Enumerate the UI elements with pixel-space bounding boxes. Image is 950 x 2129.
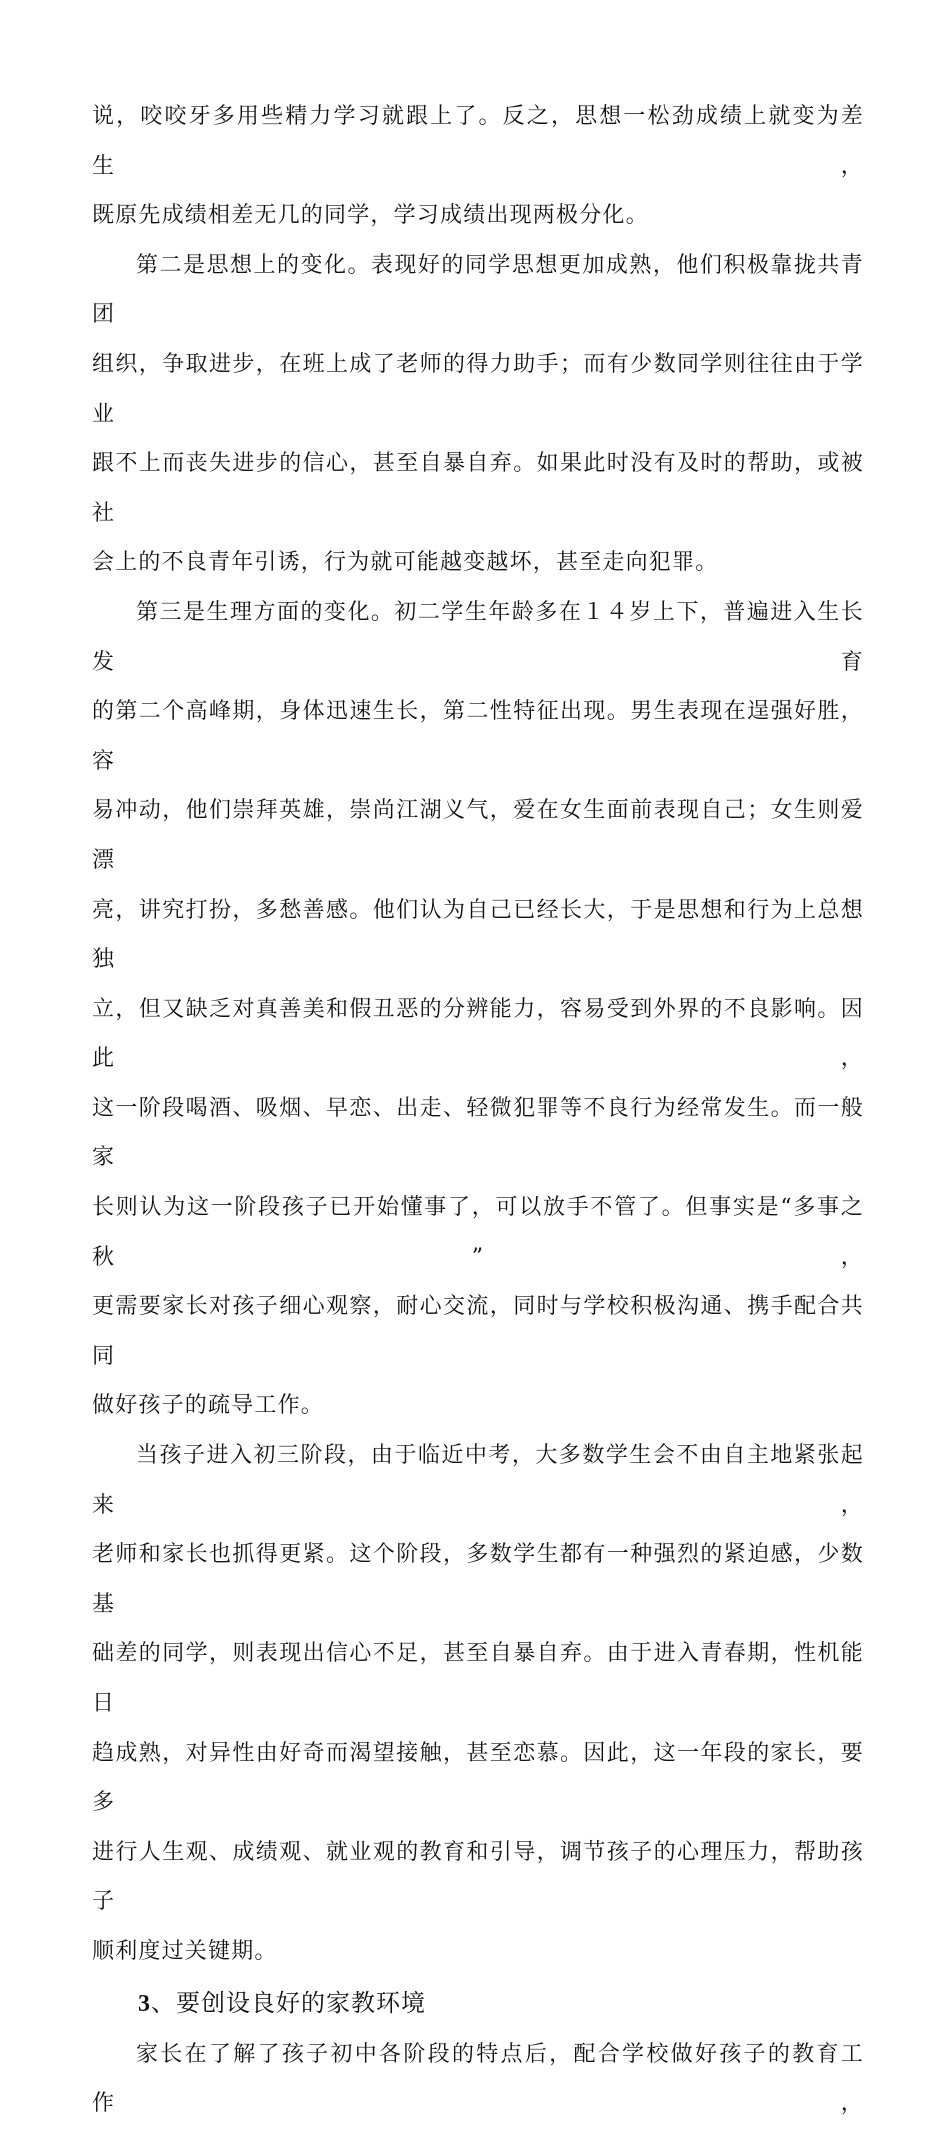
paragraph-continuation (92, 92, 864, 241)
paragraph-final (92, 2030, 864, 2129)
text-line: 第三是生理方面的变化。初二学生年龄多在１４岁上下，普遍进入生长发育 (92, 599, 864, 675)
text-line: 当孩子进入初三阶段，由于临近中考，大多数学生会不由自主地紧张起来， (92, 1443, 864, 1518)
section-title: 、要创设良好的家教环境 (151, 1988, 426, 2017)
text-line: 立，但又缺乏对真善美和假丑恶的分辨能力，容易受到外界的不良影响。因此， (92, 996, 864, 1072)
text-line: 更需要家长对孩子细心观察，耐心交流，同时与学校积极沟通、携手配合共同 (92, 1294, 864, 1369)
document-page (92, 92, 864, 2129)
text-line: 趋成熟，对异性由好奇而渴望接触，甚至恋慕。因此，这一年段的家长，要多 (92, 1740, 864, 1816)
text-line: 组织，争取进步，在班上成了老师的得力助手；而有少数同学则往往由于学业 (92, 351, 864, 427)
text-line: 既原先成绩相差无几的同学，学习成绩出现两极分化。 (92, 203, 649, 229)
text-line: 家长在了解了孩子初中各阶段的特点后，配合学校做好孩子的教育工作， (92, 2041, 864, 2117)
paragraph-grade-three (92, 1431, 864, 1977)
text-line: 进行人生观、成绩观、就业观的教育和引导，调节孩子的心理压力，帮助孩子 (92, 1839, 864, 1915)
text-line: 会上的不良青年引诱，行为就可能越变越坏，甚至走向犯罪。 (92, 550, 719, 576)
text-line: 亮，讲究打扮，多愁善感。他们认为自己已经长大，于是思想和行为上总想独 (92, 897, 864, 973)
text-line: 的第二个高峰期，身体迅速生长，第二性特征出现。男生表现在逞强好胜，容 (92, 699, 864, 774)
paragraph-thought-changes (92, 241, 864, 588)
text-line: 这一阶段喝酒、吸烟、早恋、出走、轻微犯罪等不良行为经常发生。而一般家 (92, 1095, 864, 1171)
text-line: 易冲动，他们崇拜英雄，崇尚江湖义气，爱在女生面前表现自己；女生则爱漂 (92, 798, 864, 873)
text-line: 跟不上而丧失进步的信心，甚至自暴自弃。如果此时没有及时的帮助，或被社 (92, 451, 864, 526)
section-heading (92, 1977, 864, 2030)
paragraph-physiological-changes (92, 588, 864, 1431)
text-line: 老师和家长也抓得更紧。这个阶段，多数学生都有一种强烈的紧迫感，少数基 (92, 1542, 864, 1617)
text-line: 础差的同学，则表现出信心不足，甚至自暴自弃。由于进入青春期，性机能日 (92, 1641, 864, 1716)
text-line: 长则认为这一阶段孩子已开始懂事了，可以放手不管了。但事实是“多事之秋”， (92, 1195, 864, 1270)
text-line: 说，咬咬牙多用些精力学习就跟上了。反之，思想一松劲成绩上就变为差生， (92, 104, 864, 179)
section-number: 3 (138, 1990, 151, 2017)
text-line: 第二是思想上的变化。表现好的同学思想更加成熟，他们积极靠拢共青团 (92, 252, 864, 328)
text-line: 顺利度过关键期。 (92, 1938, 278, 1964)
text-line: 做好孩子的疏导工作。 (92, 1393, 325, 1419)
